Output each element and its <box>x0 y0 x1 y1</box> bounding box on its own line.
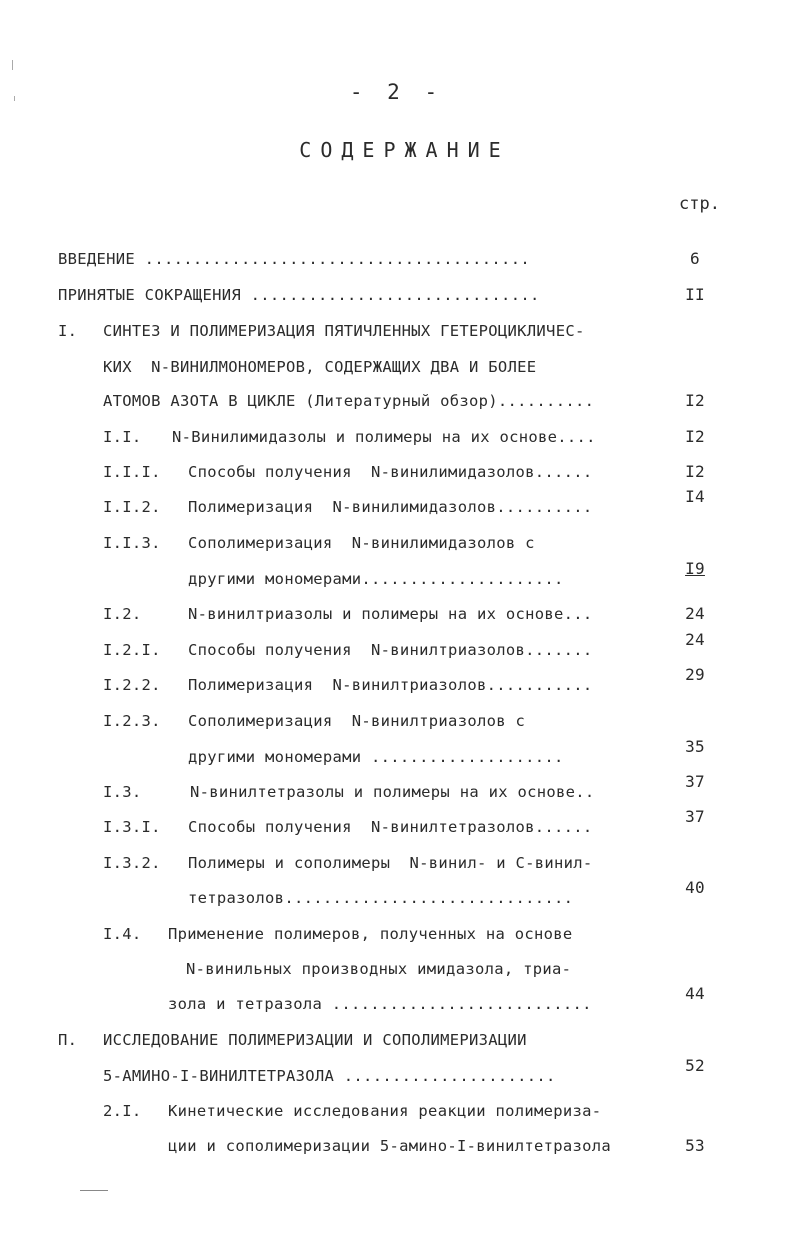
toc-entry: I.3.I. Способы получения N-винилтетразолов...... 37 <box>103 807 705 836</box>
page-number: - 2 - <box>349 80 444 104</box>
toc-entry: I.2.2. Полимеризация N-винилтриазолов........... 29 <box>103 665 705 694</box>
toc-entry: П. ИССЛЕДОВАНИЕ ПОЛИМЕРИЗАЦИИ И СОПОЛИМЕРИЗАЦИИ <box>58 1031 527 1049</box>
toc-entry: другими мономерами..................... I9 <box>188 559 705 588</box>
toc-entry: I.2. N-винилтриазолы и полимеры на их основе... 24 <box>103 604 705 623</box>
toc-entry: I.I.I. Способы получения N-винилимидазолов...... I2 <box>103 462 705 481</box>
toc-entry: зола и тетразола ........................... 44 <box>168 984 705 1013</box>
toc-entry: I.4. Применение полимеров, полученных на основе <box>103 925 573 943</box>
toc-entry: I.3.2. Полимеры и сополимеры N-винил- и С-винил- <box>103 854 593 872</box>
toc-entry: N-винильных производных имидазола, триа- <box>186 960 572 978</box>
toc-entry: 2.I. Кинетические исследования реакции полимериза- <box>103 1102 602 1120</box>
scan-mark <box>12 60 13 70</box>
page-title: СОДЕРЖАНИЕ <box>299 138 510 162</box>
toc-entry: другими мономерами .................... 35 <box>188 737 705 766</box>
toc-entry: I.I.2. Полимеризация N-винилимидазолов.......... I4 <box>103 487 705 516</box>
toc-entry: ции и сополимеризации 5-амино-I-винилтетразола 53 <box>168 1136 705 1155</box>
toc-entry: I.I. N-Винилимидазолы и полимеры на их основе.... I2 <box>103 427 705 446</box>
page-column-label: стр. <box>679 194 720 214</box>
toc-entry: ПРИНЯТЫЕ СОКРАЩЕНИЯ .............................. II <box>58 285 705 304</box>
toc-entry: АТОМОВ АЗОТА В ЦИКЛЕ (Литературный обзор).......... I2 <box>103 391 705 410</box>
toc-entry: I.2.3. Сополимеризация N-винилтриазолов с <box>103 712 526 730</box>
toc-entry: I.3. N-винилтетразолы и полимеры на их основе.. 37 <box>103 772 705 801</box>
toc-entry: I.I.3. Сополимеризация N-винилимидазолов с <box>103 534 535 552</box>
toc-entry: ВВЕДЕНИЕ ........................................ 6 <box>58 249 700 268</box>
toc-entry: I.2.I. Способы получения N-винилтриазолов....... 24 <box>103 630 705 659</box>
scan-mark <box>14 96 15 101</box>
toc-entry: I. СИНТЕЗ И ПОЛИМЕРИЗАЦИЯ ПЯТИЧЛЕННЫХ ГЕТЕРОЦИКЛИЧЕС- <box>58 322 585 340</box>
toc-entry: КИХ N-ВИНИЛМОНОМЕРОВ, СОДЕРЖАЩИХ ДВА И БОЛЕЕ <box>103 358 537 376</box>
toc-entry: тетразолов.............................. 40 <box>188 878 705 907</box>
footer-rule <box>80 1190 108 1191</box>
toc-entry: 5-АМИНО-I-ВИНИЛТЕТРАЗОЛА ...................... 52 <box>103 1056 705 1085</box>
